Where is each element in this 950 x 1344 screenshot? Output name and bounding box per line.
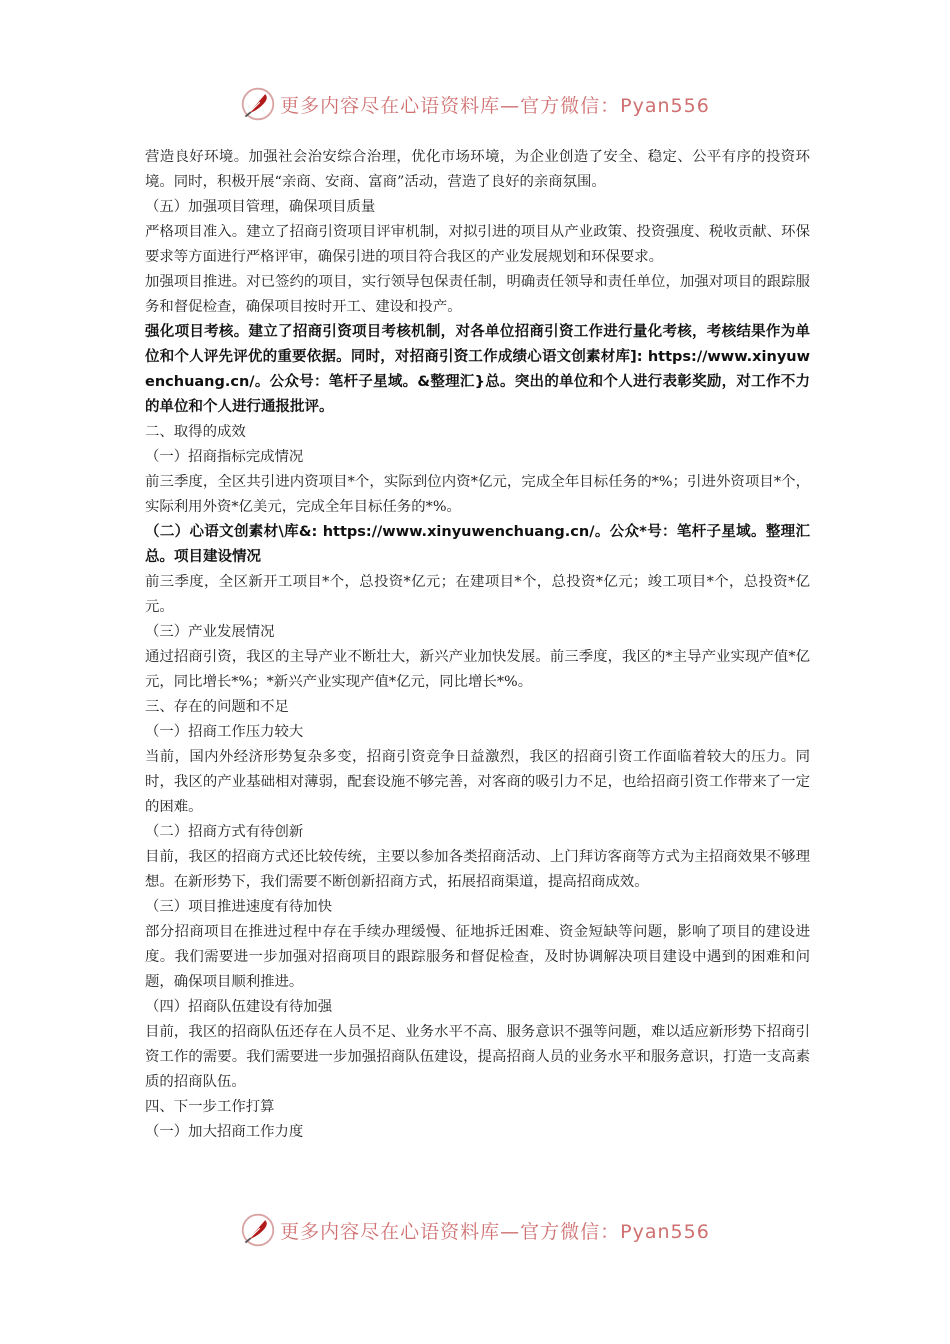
paragraph: 目前，我区的招商方式还比较传统，主要以参加各类招商活动、上门拜访客商等方式为主招商效果不够理想。在新形势下，我们需要不断创新招商方式，拓展招商渠道，提高招商成效。 — [145, 849, 810, 890]
bold-paragraph: （二）心语文创素材\库&: https://www.xinyuwenchuang.cn/。公众*号：笔杆子星域。整理汇总。项目建设情况 — [145, 524, 810, 565]
footer-banner — [0, 1210, 950, 1250]
paragraph: 部分招商项目在推进过程中存在手续办理缓慢、征地拆迁困难、资金短缺等问题，影响了项目的建设进度。我们需要进一步加强对招商项目的跟踪服务和督促检查，及时协调解决项目建设中遇到的困难和问题，确保项目顺利推进。 — [145, 924, 810, 990]
section-heading: （一）招商工作压力较大 — [145, 724, 304, 740]
banner-text: 更多内容尽在心语资料库—官方微信：Pyan556 — [280, 94, 710, 117]
paragraph: 加强项目推进。对已签约的项目，实行领导包保责任制，明确责任领导和责任单位，加强对项目的跟踪服务和督促检查，确保项目按时开工、建设和投产。 — [145, 274, 810, 315]
bold-paragraph: 强化项目考核。建立了招商引资项目考核机制，对各单位招商引资工作进行量化考核，考核结果作为单位和个人评先评优的重要依据。同时，对招商引资工作成绩心语文创素材库]: https://www.xinyuwenchuang.cn/。公众号：笔杆子星域。&整理汇}总。突出的单位和个人进行表彰奖励，对工作不力的单位和个人进行通报批评。 — [145, 324, 810, 415]
section-heading: （五）加强项目管理，确保项目质量 — [145, 199, 376, 215]
section-heading: （三）项目推进速度有待加快 — [145, 899, 333, 915]
header-banner — [0, 84, 950, 124]
banner-text: 更多内容尽在心语资料库—官方微信：Pyan556 — [280, 1220, 710, 1243]
section-heading: （三）产业发展情况 — [145, 624, 275, 640]
paragraph: 严格项目准入。建立了招商引资项目评审机制，对拟引进的项目从产业政策、投资强度、税收贡献、环保要求等方面进行严格评审，确保引进的项目符合我区的产业发展规划和环保要求。 — [145, 224, 810, 265]
paragraph: 通过招商引资，我区的主导产业不断壮大，新兴产业加快发展。前三季度，我区的*主导产业实现产值*亿元，同比增长*%；*新兴产业实现产值*亿元，同比增长*%。 — [145, 649, 810, 690]
paragraph: 营造良好环境。加强社会治安综合治理，优化市场环境，为企业创造了安全、稳定、公平有序的投资环境。同时，积极开展“亲商、安商、富商”活动，营造了良好的亲商氛围。 — [145, 149, 810, 190]
feather-pen-logo-icon — [240, 1212, 276, 1248]
paragraph: 前三季度，全区新开工项目*个，总投资*亿元；在建项目*个，总投资*亿元；竣工项目*个，总投资*亿元。 — [145, 574, 810, 615]
section-heading: （四）招商队伍建设有待加强 — [145, 999, 333, 1015]
section-heading: （二）招商方式有待创新 — [145, 824, 304, 840]
section-heading: （一）加大招商工作力度 — [145, 1124, 304, 1140]
section-heading: 二、取得的成效 — [145, 424, 246, 440]
paragraph: 前三季度，全区共引进内资项目*个，实际到位内资*亿元，完成全年目标任务的*%；引进外资项目*个，实际利用外资*亿美元，完成全年目标任务的*%。 — [145, 474, 810, 515]
section-heading: （一）招商指标完成情况 — [145, 449, 304, 465]
section-heading: 四、下一步工作打算 — [145, 1099, 275, 1115]
section-heading: 三、存在的问题和不足 — [145, 699, 289, 715]
paragraph: 目前，我区的招商队伍还存在人员不足、业务水平不高、服务意识不强等问题，难以适应新形势下招商引资工作的需要。我们需要进一步加强招商队伍建设，提高招商人员的业务水平和服务意识，打造一支高素质的招商队伍。 — [145, 1024, 810, 1090]
paragraph: 当前，国内外经济形势复杂多变，招商引资竞争日益激烈，我区的招商引资工作面临着较大的压力。同时，我区的产业基础相对薄弱，配套设施不够完善，对客商的吸引力不足，也给招商引资工作带来了一定的困难。 — [145, 749, 810, 815]
document-body — [145, 145, 810, 1145]
feather-pen-logo-icon — [240, 86, 276, 122]
